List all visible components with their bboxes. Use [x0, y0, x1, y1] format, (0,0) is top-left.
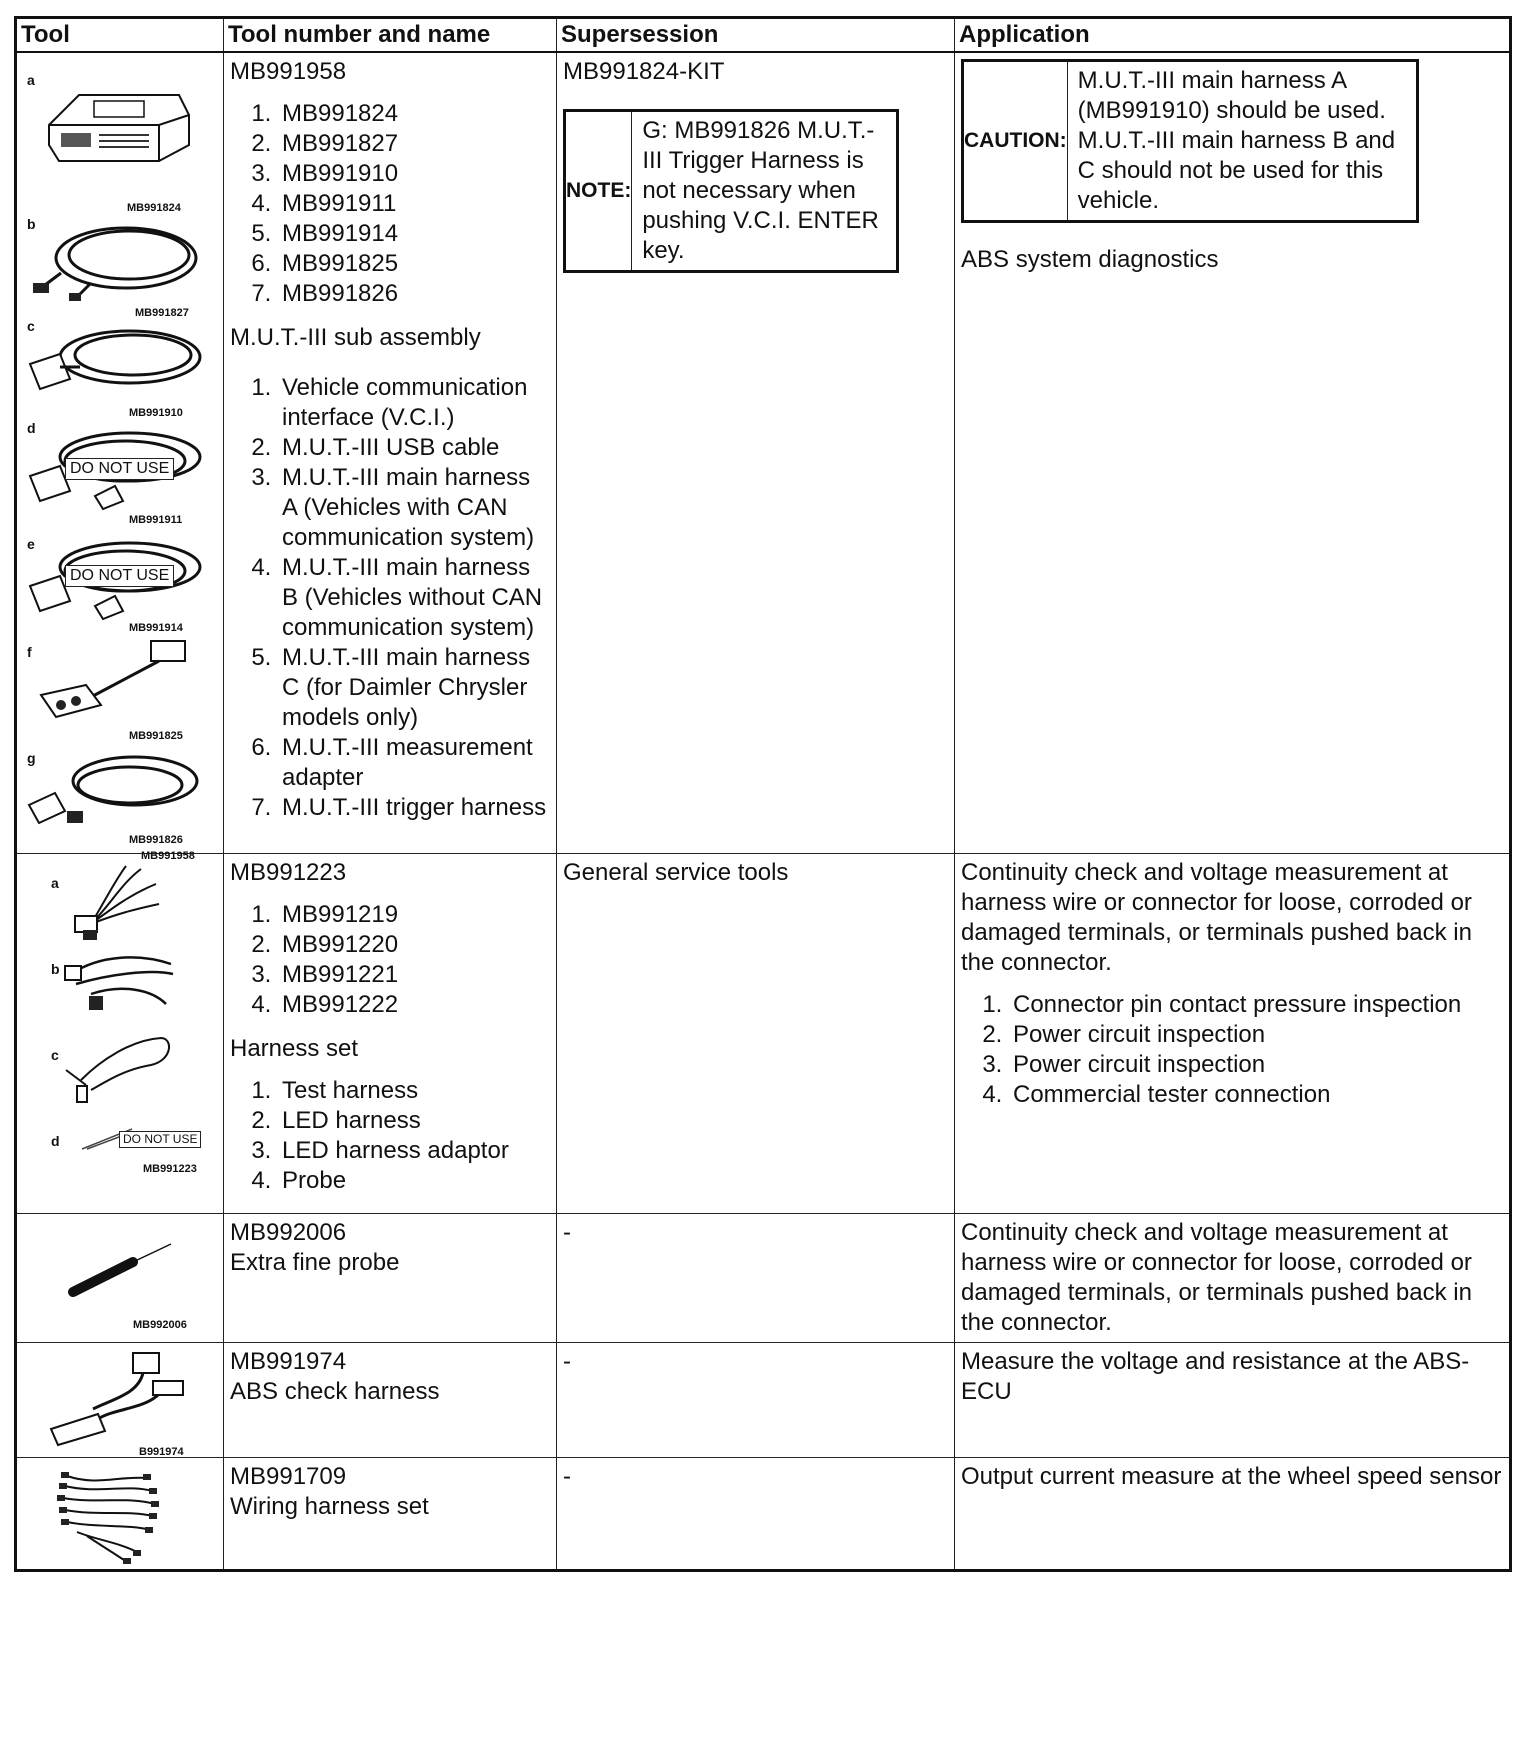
sub-assembly-title: Harness set	[230, 1034, 359, 1062]
figure-code: MB991914	[129, 622, 183, 634]
figure-code: MB991223	[143, 1162, 197, 1175]
application-text: Output current measure at the wheel speed sensor	[961, 1462, 1502, 1490]
table-row	[16, 853, 1511, 1213]
tool-figure-abs-harness	[16, 1342, 224, 1457]
do-not-use-label: DO NOT USE	[65, 565, 174, 587]
figure-code: MB991825	[129, 730, 183, 742]
list-item: 4. MB991911	[278, 189, 550, 219]
list-item: 1. Vehicle communication interface (V.C.I.)	[278, 373, 550, 433]
figure-label-d: d	[27, 420, 36, 436]
tool-number-cell	[224, 52, 557, 853]
list-item: 3. MB991221	[278, 960, 550, 990]
tool-number-cell	[224, 1457, 557, 1570]
wiring-harness-set-icon	[57, 1466, 167, 1566]
header-application: Application	[955, 18, 1511, 53]
figure-label-b: b	[51, 960, 60, 977]
note-box	[563, 109, 899, 273]
led-harness-icon	[61, 944, 181, 1024]
figure-label-g: g	[27, 750, 36, 766]
tool-number: MB991974	[230, 1347, 347, 1375]
test-harness-icon	[61, 864, 161, 944]
list-item: 4. M.U.T.-III main harness B (Vehicles without CAN communication system)	[278, 553, 550, 643]
application-cell	[955, 1213, 1511, 1342]
list-item: 5. M.U.T.-III main harness C (for Daimler Chrysler models only)	[278, 643, 550, 733]
list-item: 1. MB991824	[278, 99, 550, 129]
header-tool-number: Tool number and name	[224, 18, 557, 53]
list-item: 4. MB991222	[278, 990, 550, 1020]
list-item: 2. Power circuit inspection	[1009, 1020, 1503, 1050]
list-item: 3. LED harness adaptor	[278, 1136, 550, 1166]
application-text: Measure the voltage and resistance at the ABS-ECU	[961, 1347, 1470, 1405]
tool-figures-harness-set	[16, 853, 224, 1213]
figure-label-f: f	[27, 644, 32, 660]
table-row	[16, 1457, 1511, 1570]
list-item: 2. LED harness	[278, 1106, 550, 1136]
vci-device-icon	[39, 75, 199, 165]
supersession-cell	[557, 1457, 955, 1570]
figure-code: B991974	[139, 1445, 184, 1458]
supersession-cell	[557, 1213, 955, 1342]
part-number-list	[230, 900, 550, 1020]
spec-sheet	[14, 16, 1512, 1754]
list-item: 2. MB991827	[278, 129, 550, 159]
tool-number: MB991223	[230, 858, 347, 886]
supersession-value: General service tools	[563, 858, 789, 886]
application-text: ABS system diagnostics	[961, 246, 1219, 273]
main-harness-a-icon	[25, 319, 205, 399]
part-number-list	[230, 99, 550, 309]
table-row	[16, 1213, 1511, 1342]
sub-assembly-title: M.U.T.-III sub assembly	[230, 324, 481, 351]
figure-label-c: c	[51, 1046, 59, 1063]
list-item: 5. MB991914	[278, 219, 550, 249]
supersession-cell	[557, 1342, 955, 1457]
figure-label-e: e	[27, 536, 35, 552]
figure-label-b: b	[27, 216, 36, 232]
list-item: 3. Power circuit inspection	[1009, 1050, 1503, 1080]
list-item: 6. M.U.T.-III measurement adapter	[278, 733, 550, 793]
caution-text: M.U.T.-III main harness A (MB991910) should be used. M.U.T.-III main harness B and C should not be used for this vehicle.	[1077, 67, 1396, 214]
figure-code: MB991911	[129, 514, 183, 526]
list-item: 1. Connector pin contact pressure inspection	[1009, 990, 1503, 1020]
sub-assembly-list	[230, 373, 550, 823]
list-item: 4. Commercial tester connection	[1009, 1080, 1503, 1110]
do-not-use-label: DO NOT USE	[119, 1131, 201, 1148]
header-supersession: Supersession	[557, 18, 955, 53]
table-row	[16, 52, 1511, 853]
tool-number: MB991709	[230, 1462, 347, 1490]
header-tool: Tool	[16, 18, 224, 53]
tool-figures-mut3	[16, 52, 224, 862]
tool-number-cell	[224, 853, 557, 1213]
extra-fine-probe-icon	[63, 1242, 173, 1302]
supersession-cell	[557, 52, 955, 853]
table-row	[16, 1342, 1511, 1457]
application-text: Continuity check and voltage measurement at harness wire or connector for loose, corroded or damaged terminals, or terminals pushed back in the connector.	[961, 1218, 1472, 1336]
tool-number: MB991958	[230, 58, 347, 85]
figure-label-d: d	[51, 1132, 60, 1149]
list-item: 1. Test harness	[278, 1076, 550, 1106]
tool-name: Wiring harness set	[230, 1492, 429, 1520]
list-item: 3. M.U.T.-III main harness A (Vehicles with CAN communication system)	[278, 463, 550, 553]
figure-label-c: c	[27, 318, 35, 334]
measurement-adapter-icon	[31, 635, 201, 725]
figure-code: MB991824	[127, 202, 181, 214]
supersession-value: -	[563, 1347, 571, 1375]
figure-code: MB991827	[135, 307, 189, 319]
application-text: Continuity check and voltage measurement at harness wire or connector for loose, corroded or damaged terminals, or terminals pushed back in the connector.	[961, 858, 1472, 976]
figure-label-a: a	[51, 874, 59, 891]
abs-check-harness-icon	[43, 1349, 193, 1449]
application-cell	[955, 853, 1511, 1213]
special-tools-table	[14, 16, 1512, 1572]
note-label: NOTE:	[566, 112, 632, 270]
led-harness-adaptor-icon	[61, 1030, 181, 1110]
do-not-use-label: DO NOT USE	[65, 458, 174, 480]
usb-cable-icon	[31, 213, 201, 303]
application-cell	[955, 1457, 1511, 1570]
figure-kit-code: MB991958	[141, 850, 195, 862]
list-item: 6. MB991825	[278, 249, 550, 279]
application-list	[961, 990, 1503, 1110]
list-item: 2. MB991220	[278, 930, 550, 960]
list-item: 3. MB991910	[278, 159, 550, 189]
tool-name: Extra fine probe	[230, 1248, 400, 1276]
list-item: 4. Probe	[278, 1166, 550, 1196]
header-row	[16, 18, 1511, 53]
supersession-cell	[557, 853, 955, 1213]
list-item: 7. MB991826	[278, 279, 550, 309]
caution-label: CAUTION:	[964, 62, 1068, 220]
tool-name: ABS check harness	[230, 1377, 440, 1405]
supersession-value: -	[563, 1462, 571, 1490]
application-cell	[955, 52, 1511, 853]
figure-code: MB992006	[133, 1318, 187, 1331]
tool-figure-wiring-set	[16, 1457, 224, 1570]
list-item: 7. M.U.T.-III trigger harness	[278, 793, 550, 823]
figure-code: MB991910	[129, 407, 183, 419]
note-text: G: MB991826 M.U.T.-III Trigger Harness is not necessary when pushing V.C.I. ENTER key.	[642, 117, 879, 264]
tool-number: MB992006	[230, 1218, 347, 1246]
figure-code: MB991826	[129, 834, 183, 846]
list-item: 1. MB991219	[278, 900, 550, 930]
supersession-value: MB991824-KIT	[563, 58, 725, 85]
tool-number-cell	[224, 1213, 557, 1342]
list-item: 2. M.U.T.-III USB cable	[278, 433, 550, 463]
trigger-harness-icon	[25, 745, 205, 835]
supersession-value: -	[563, 1218, 571, 1246]
caution-box	[961, 59, 1419, 223]
sub-assembly-list	[230, 1076, 550, 1196]
tool-number-cell	[224, 1342, 557, 1457]
application-cell	[955, 1342, 1511, 1457]
figure-label-a: a	[27, 72, 35, 88]
tool-figure-probe	[16, 1213, 224, 1342]
